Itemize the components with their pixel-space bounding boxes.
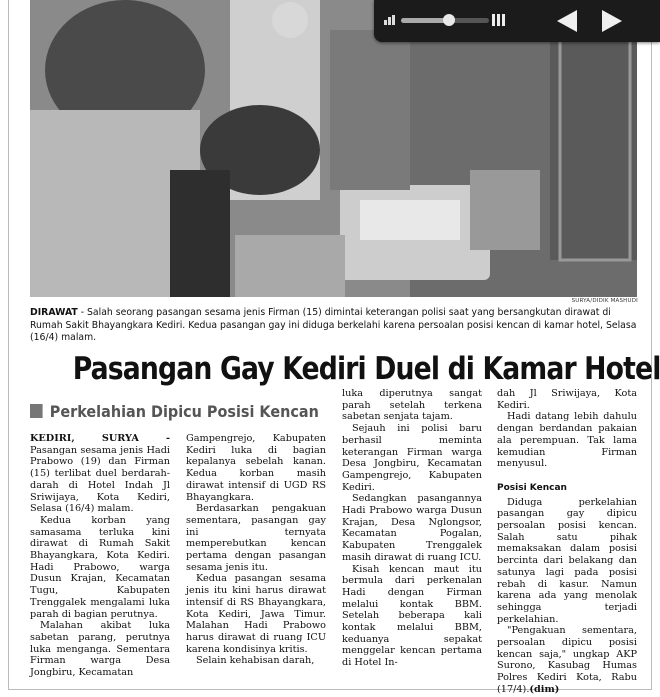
seek-slider-knob[interactable] bbox=[443, 14, 455, 26]
paragraph: Malahan akibat luka sabetan parang, perutnya luka menganga. Sementara Firman warga Desa Jongbiru, Kecamatan bbox=[30, 620, 170, 679]
article-column-4 bbox=[497, 388, 637, 696]
media-player-bar[interactable] bbox=[374, 0, 660, 42]
article-subhead bbox=[30, 402, 319, 421]
seek-slider-fill bbox=[401, 18, 449, 23]
paragraph: Selain kehabisan darah, bbox=[196, 655, 315, 667]
paragraph: Gampengrejo, Kabupaten Kediri luka di bagian kepalanya sebelah kanan. Kedua korban masih dirawat intensif di UGD RS Bhayangkara. bbox=[186, 433, 326, 503]
paragraph: Kedua pasangan sesama jenis itu kini harus dirawat intensif di RS Bhayangkara, Kota Kediri, Jawa Timur. Malahan Hadi Prabowo harus dirawat di ruang ICU karena kondisinya kritis. bbox=[186, 573, 326, 655]
paragraph: Berdasarkan pengakuan sementara, pasangan gay ini ternyata memperebutkan kencan pertama dengan pasangan sesama jenis itu. bbox=[186, 503, 326, 573]
subhead-text: Perkelahian Dipicu Posisi Kencan bbox=[49, 402, 319, 421]
news-photo bbox=[30, 0, 637, 297]
paragraph: luka diperutnya sangat parah setelah terkena sabetan senjata tajam. bbox=[342, 388, 482, 423]
paragraph: Sejauh ini polisi baru berhasil meminta keterangan Firman warga Desa Jongbiru, Kecamatan Gampengrejo, Kabupaten Kediri. bbox=[342, 423, 482, 493]
photo-caption bbox=[30, 307, 640, 345]
caption-label: DIRAWAT bbox=[30, 307, 78, 318]
photo-illustration bbox=[30, 0, 637, 297]
fullscreen-bars-icon[interactable] bbox=[492, 14, 506, 26]
photo-credit: SURYA/DIDIK MASHUDI bbox=[571, 298, 638, 304]
dateline: KEDIRI, SURYA - bbox=[30, 433, 170, 444]
next-arrow-icon[interactable] bbox=[602, 10, 622, 32]
paragraph: dah Jl Sriwijaya, Kota Kediri. bbox=[497, 388, 637, 411]
article-column-3 bbox=[342, 388, 482, 669]
article-column-1 bbox=[30, 433, 170, 679]
volume-bars-icon[interactable] bbox=[384, 15, 396, 25]
paragraph: Hadi datang lebih dahulu dengan berdandan pakaian ala perempuan. Tak lama kemudian Firman menyusul. bbox=[497, 411, 637, 470]
paragraph: Sedangkan pasangannya Hadi Prabowo warga Dusun Krajan, Desa Nglongsor, Kecamatan Pogalan, Kabupaten Trenggalek masih dirawat di ruang ICU. bbox=[342, 493, 482, 563]
paragraph: Diduga perkelahian pasangan gay dipicu persoalan posisi kencan. Salah satu pihak memaksakan dalam posisi bercinta dari belakang dan satunya lagi pada posisi rebah di kasur. Namun karena ada yang menolak sehingga terjadi perkelahian. bbox=[497, 496, 637, 625]
square-bullet-icon bbox=[30, 404, 43, 418]
paragraph: Kisah kencan maut itu bermula dari perkenalan Hadi dengan Firman melalui kontak BBM. Setelah beberapa kali kontak melalui BBM, keduanya sepakat menggelar kencan pertama di Hotel In- bbox=[342, 563, 482, 669]
seek-slider[interactable] bbox=[401, 18, 489, 23]
paragraph: KEDIRI, SURYA - Pasangan sesama jenis Hadi Prabowo (19) dan Firman (15) terlibat duel berdarah-darah di Hotel Indah Jl Sriwijaya, Kota Kediri, Selasa (16/4) malam. bbox=[30, 433, 170, 515]
paragraph: "Pengakuan sementara, persoalan dipicu posisi kencan saja," ungkap AKP Surono, Kasubag Humas Polres Kediri Kota, Rabu (17/4).(dim) bbox=[497, 625, 637, 695]
article-headline: Pasangan Gay Kediri Duel di Kamar Hotel bbox=[72, 351, 660, 387]
article-column-2 bbox=[186, 433, 326, 667]
author-signoff: (dim) bbox=[529, 683, 560, 695]
prev-arrow-icon[interactable] bbox=[557, 10, 577, 32]
paragraph: Kedua korban yang samasama terluka kini dirawat di Rumah Sakit Bhayangkara, Kota Kediri. Hadi Prabowo, warga Dusun Krajan, Kecamatan Tugu, Kabupaten Trenggalek mengalami luka parah di bagian perutnya. bbox=[30, 514, 170, 620]
section-heading: Posisi Kencan bbox=[497, 482, 567, 493]
caption-text: - Salah seorang pasangan sesama jenis Firman (15) dimintai keterangan polisi saat yang bersangkutan dirawat di Rumah Sakit Bhayangkara Kediri. Kedua pasangan gay ini diduga berkelahi karena persoalan posisi kencan di kamar hotel, Selasa (16/4) malam. bbox=[30, 307, 637, 343]
